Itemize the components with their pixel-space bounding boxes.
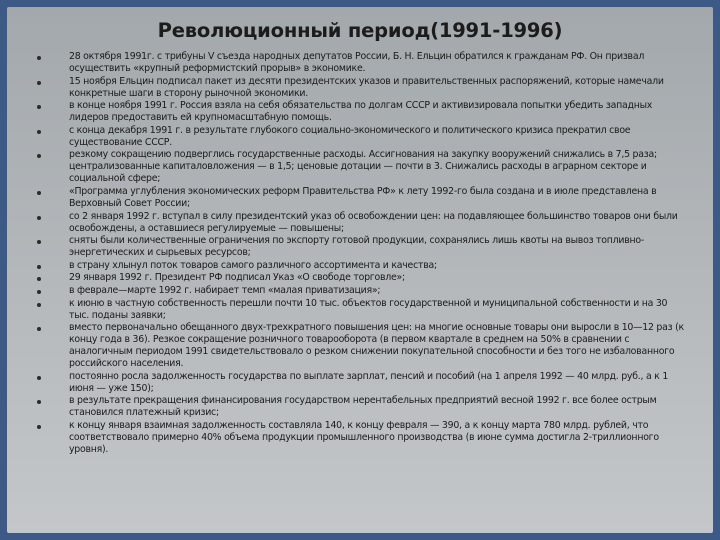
- list-item-text: вместо первоначально обещанного двух-трехкратного повышения цен: на многие основные товары они выросли в 10—12 раз (к концу года в 36). Резкое сокращение розничного товарооборота (в первом квартале в среднем на 50% в сравнении с аналогичным периодом 1991 свидетельствовало о резком снижении покупательной способности и без того не избалованного российского населения.: [69, 322, 684, 370]
- list-item-text: в результате прекращения финансирования государством нерентабельных предприятий весной 1992 г. все более острым становился платежный кризис;: [69, 395, 657, 419]
- bullet-icon: [37, 400, 41, 404]
- list-item: [69, 186, 689, 210]
- slide: [7, 7, 713, 533]
- list-item: [69, 371, 689, 395]
- list-item-text: со 2 января 1992 г. вступал в силу президентский указ об освобождении цен: на подавляющее большинство товаров они были освобождены, а оставшиеся регулируемые — повышены;: [69, 210, 678, 234]
- list-item: [69, 285, 689, 297]
- list-item: [69, 322, 689, 370]
- list-item-text: к июню в частную собственность перешли почти 10 тыс. объектов государственной и муниципальной собственности и на 30 тыс. поданы заявки;: [69, 297, 668, 321]
- list-item: [69, 76, 689, 100]
- bullet-icon: [37, 290, 41, 294]
- list-item: [69, 235, 689, 259]
- list-item-text: резкому сокращению подверглись государственные расходы. Ассигнования на закупку вооружений снижались в 7,5 раза; централизованные капиталовложения — в 1,5; ценовые дотации — почти в 3. Снижались расходы в аграрном секторе и социальной сфере;: [69, 149, 657, 185]
- bullet-icon: [37, 277, 41, 281]
- list-item: [69, 298, 689, 322]
- list-item-text: 28 октября 1991г. с трибуны V съезда народных депутатов России, Б. Н. Ельцин обратился к гражданам РФ. Он призвал осуществить «крупный реформистский прорыв» в экономике.: [69, 51, 645, 74]
- bullet-icon: [37, 105, 41, 109]
- bullet-icon: [37, 425, 41, 429]
- list-item-text: 15 ноября Ельцин подписал пакет из десяти президентских указов и правительственных распоряжений, которые намечали конкретные шаги в сторону рыночной экономики.: [69, 75, 664, 99]
- bullet-icon: [37, 81, 41, 85]
- list-item: [69, 420, 689, 456]
- slide-title: Революционный период(1991-1996): [157, 19, 563, 42]
- list-item-text: к концу января взаимная задолженность составляла 140, к концу февраля — 390, а к концу марта 780 млрд. рублей, что соответствовало примерно 40% объема продукции промышленного производства (в июне сумма достигла 2-триллионного уровня).: [69, 419, 659, 455]
- list-item-text: сняты были количественные ограничения по экспорту готовой продукции, сохранялись лишь квоты на вывоз топливно-энергетических и сырьевых ресурсов;: [69, 235, 644, 259]
- bullet-icon: [37, 303, 41, 307]
- bullet-icon: [37, 327, 41, 331]
- bullet-icon: [37, 216, 41, 220]
- list-item-text: в конце ноября 1991 г. Россия взяла на себя обязательства по долгам СССР и активизировала попытки убедить западных лидеров предоставить ей крупномасштабную помощь.: [69, 100, 653, 124]
- list-item: [69, 260, 689, 272]
- list-item-text: в страну хлынул поток товаров самого различного ассортимента и качества;: [69, 259, 437, 271]
- list-item: [69, 395, 689, 419]
- bullet-icon: [37, 265, 41, 269]
- list-item-text: постоянно росла задолженность государства по выплате зарплат, пенсий и пособий (на 1 апреля 1992 — 40 млрд. руб., а к 1 июня — уже 150);: [69, 370, 669, 394]
- bullet-icon: [37, 191, 41, 195]
- bullet-icon: [37, 376, 41, 380]
- bullet-icon: [37, 56, 41, 60]
- list-item-text: «Программа углубления экономических реформ Правительства РФ» к лету 1992-го была создана и в июле представлена в Верховный Совет России;: [69, 185, 657, 209]
- list-item: [69, 100, 689, 124]
- bullet-icon: [37, 240, 41, 244]
- bullet-icon: [37, 154, 41, 158]
- bullet-list: [69, 51, 689, 457]
- list-item-text: с конца декабря 1991 г. в результате глубокого социально-экономического и политического кризиса прекратил свое существование СССР.: [69, 124, 631, 148]
- list-item-text: 29 января 1992 г. Президент РФ подписал Указ «О свободе торговле»;: [69, 272, 405, 284]
- bullet-icon: [37, 130, 41, 134]
- list-item: [69, 272, 689, 284]
- list-item: [69, 149, 689, 185]
- list-item: [69, 211, 689, 235]
- list-item: [69, 51, 689, 75]
- list-item: [69, 125, 689, 149]
- list-item-text: в феврале—марте 1992 г. набирает темп «малая приватизация»;: [69, 284, 381, 296]
